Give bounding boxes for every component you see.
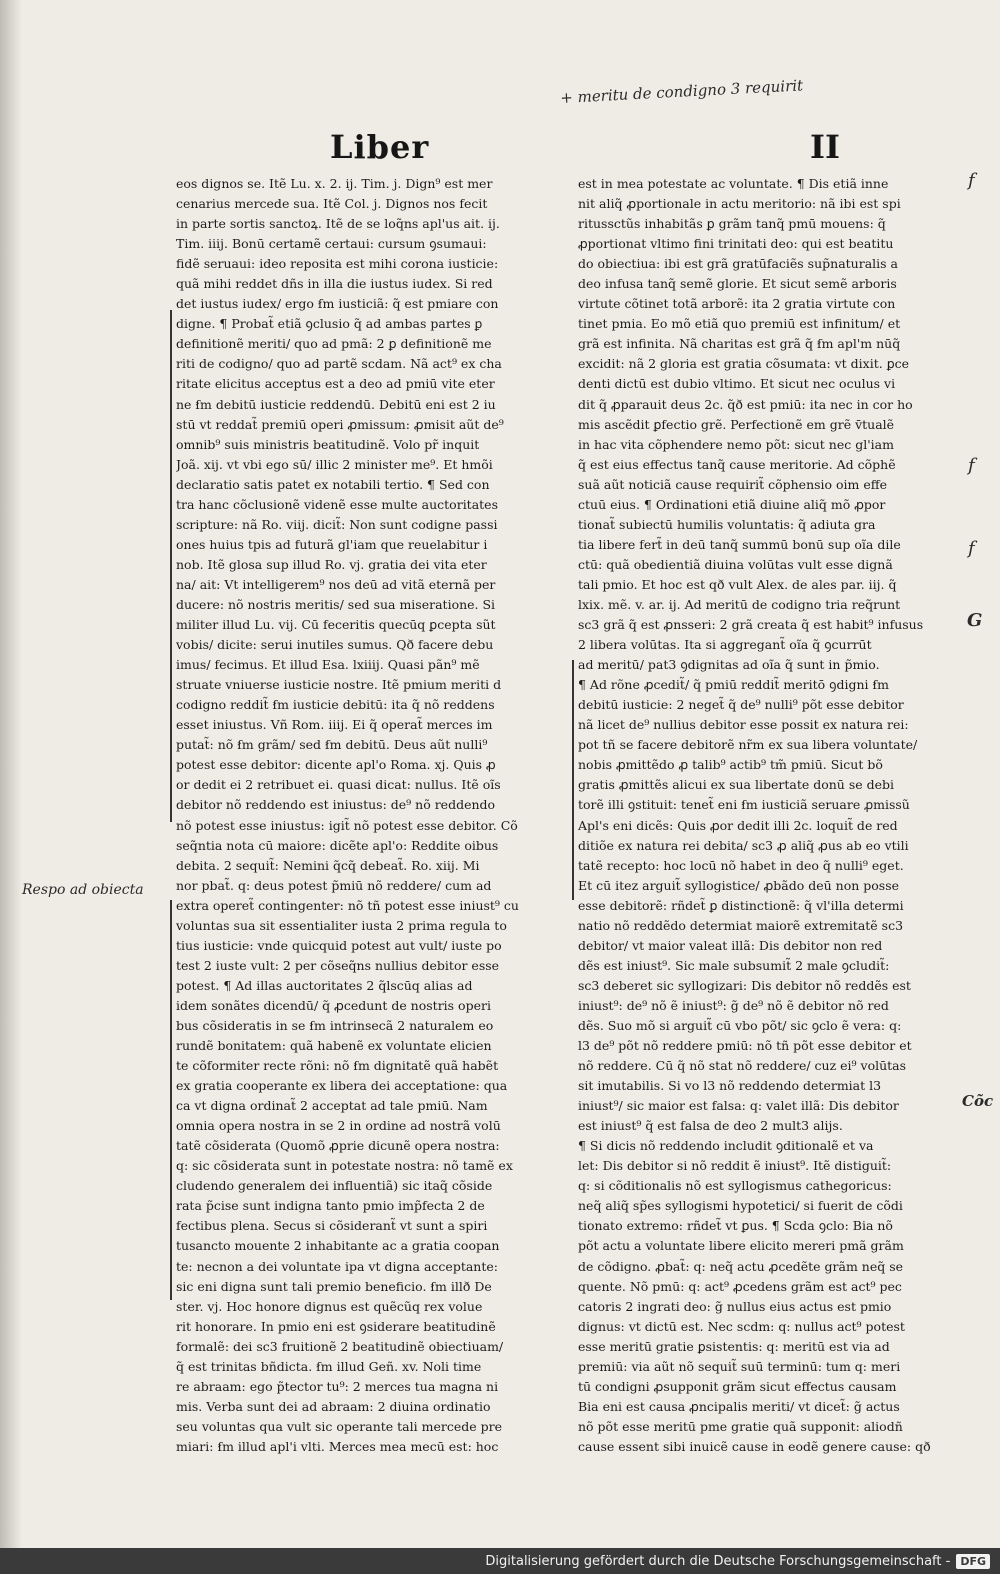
text-line: tius iusticie: vnde quicquid potest aut vult/ iuste po [176, 937, 502, 953]
text-line: dit q̃ ꝓparauit deus 2c. q̃ð est pmiū: ita nec in cor ho [578, 396, 913, 412]
text-line: est in mea potestate ac voluntate. ¶ Dis etiã inne [578, 176, 889, 191]
margin-bracket [170, 900, 172, 1300]
text-line: gratis ꝓmittẽs alicui ex sua libertate donū se debi [578, 777, 895, 793]
text-line: ritate elicitus acceptus est a deo ad pmiū vite eter [176, 376, 495, 392]
handwritten-annotation-top: + meritu de condigno 3 requirit [559, 76, 804, 107]
text-line: ca vt digna ordinat̃ 2 acceptat ad tale pmiū. Nam [176, 1098, 488, 1114]
text-line: ¶ Ad rõne ꝓcedit̃/ q̃ pmiū reddit̃ meritō ꝯdigni ẜm [578, 677, 889, 693]
text-line: putat̃: nõ ẜm grãm/ sed ẜm debitū. Deus aũt nulli⁹ [176, 737, 488, 753]
text-line: or dedit ei 2 retribuet ei. quasi dicat: nullus. Itẽ oĩs [176, 777, 501, 793]
text-line: deo infusa tanq̃ semẽ glorie. Et sicut semẽ arboris [578, 276, 897, 292]
text-line: nõ potest esse iniustus: igit̃ nõ potest esse debitor. Cõ [176, 817, 518, 833]
margin-note-right: f [968, 538, 975, 559]
text-line: militer illud Lu. vij. Cū feceritis quecūq ꝑcepta sũt [176, 617, 496, 633]
text-line: neq̃ aliq̃ sp̃es syllogismi hypotetici/ si fuerit de cõdi [578, 1198, 903, 1214]
text-line: tū condigni ꝓsupponit grãm sicut effectus causam [578, 1378, 897, 1394]
text-line: vobis/ dicite: serui inutiles sumus. Qð facere debu [176, 637, 494, 653]
text-line: in hac vita cõphendere nemo põt: sicut nec gl'iam [578, 436, 894, 452]
text-line: tali pmio. Et hoc est qð vult Alex. de ales par. iij. q̃ [578, 576, 897, 592]
text-line: ctū: quã obedientiã diuina volūtas vult esse dignã [578, 556, 893, 572]
text-line: eos dignos se. Itẽ Lu. x. 2. ij. Tim. j. Dign⁹ est mer [176, 176, 493, 191]
margin-bracket [170, 310, 172, 822]
text-column-left [176, 174, 572, 1457]
text-line: grã est infinita. Nã charitas est grã q̃ ẜm apl'm nūq̃ [578, 336, 901, 352]
text-line: ducere: nõ nostris meritis/ sed sua miseratione. Si [176, 596, 496, 612]
text-line: sc3 deberet sic syllogizari: Dis debitor nõ reddẽs est [578, 977, 911, 993]
margin-note-right: f [968, 170, 975, 191]
text-line: natio nõ reddẽdo determiat maiorẽ extremitatẽ sc3 [578, 917, 904, 933]
margin-bracket [572, 660, 574, 900]
text-line: Tim. iiij. Bonū certamẽ certaui: cursum ꝯsumaui: [176, 236, 487, 252]
text-line: te: necnon a dei voluntate ipa vt digna acceptante: [176, 1258, 498, 1274]
text-line: tionato extremo: rñdet̃ vt ꝑus. ¶ Scda ꝯclo: Bia nõ [578, 1218, 893, 1234]
text-line: bus cõsideratis in se ẜm intrinsecã 2 naturalem eo [176, 1017, 494, 1033]
text-line: formalẽ: dei sc3 fruitionẽ 2 beatitudinẽ obiectiuam/ [176, 1338, 504, 1354]
text-line: debitor nõ reddendo est iniustus: de⁹ nõ reddendo [176, 797, 496, 813]
text-line: nobis ꝓmittẽdo ꝓ talib⁹ actib⁹ tm̃ pmiū. Sicut bõ [578, 757, 883, 773]
text-line: nob. Itẽ glosa sup illud Ro. vj. gratia dei vita eter [176, 556, 487, 572]
text-line: Apl's eni dicẽs: Quis ꝓor dedit illi 2c. loquit̃ de red [578, 817, 898, 833]
text-line: miari: ẜm illud apl'i vlti. Merces mea mecū est: hoc [176, 1438, 499, 1454]
text-line: potest. ¶ Ad illas auctoritates 2 q̃lscūq alias ad [176, 977, 473, 993]
text-line: in parte sortis sanctoꝝ. Itẽ de se loq̃ns apl'us ait. ij. [176, 216, 500, 232]
text-line: tra hanc cõclusionẽ videnẽ esse multe auctoritates [176, 496, 498, 512]
running-header-right: II [810, 128, 840, 166]
text-line: stū vt reddat̃ premiū operi ꝓmissum: ꝓmisit aũt de⁹ [176, 416, 504, 432]
footer-text: Digitalisierung gefördert durch die Deutsche Forschungsgemeinschaft - [485, 1553, 951, 1569]
text-line: tatẽ cõsiderata (Quomõ ꝓprie dicunẽ opera nostra: [176, 1138, 500, 1154]
text-line: potest esse debitor: dicente apl'o Roma. xj. Quis ꝓ [176, 757, 496, 773]
text-line: Et cū itez arguit̃ syllogistice/ ꝓbãdo deū non posse [578, 877, 900, 893]
text-line: debita. 2 sequit̃: Nemini q̃cq̃ debeat̃. Ro. xiij. Mi [176, 857, 480, 873]
text-line: na/ ait: Vt intelligerem⁹ nos deū ad vitã eternã per [176, 576, 496, 592]
text-line: cause essent sibi inuicẽ cause in eodẽ genere cause: qð [578, 1438, 931, 1454]
text-line: ꝓportionat vltimo fini trinitati deo: qui est beatitu [578, 236, 894, 252]
text-line: debitū iusticie: 2 neget̃ q̃ de⁹ nulli⁹ põt esse debitor [578, 697, 904, 713]
text-line: rit honorare. In pmio eni est ꝯsiderare beatitudinẽ [176, 1318, 496, 1334]
text-line: fectibus plena. Secus si cõsiderant̃ vt sunt a spiri [176, 1218, 488, 1234]
text-line: mis. Verba sunt dei ad abraam: 2 diuina ordinatio [176, 1398, 491, 1414]
text-line: denti dictū est dubio vltimo. Et sicut nec oculus vi [578, 376, 896, 392]
text-line: scripture: nã Ro. viij. dicit̃: Non sunt codigne passi [176, 516, 498, 532]
text-line: let: Dis debitor si nõ reddit ẽ iniust⁹. Itẽ distiguit̃: [578, 1158, 892, 1174]
text-line: det iustus iudex/ ergo ẜm iusticiã: q̃ est pmiare con [176, 296, 499, 312]
text-line: q: sic cõsiderata sunt in potestate nostra: nõ tamẽ ex [176, 1158, 513, 1174]
text-line: te cõformiter recte rõni: nõ ẜm dignitatẽ quã habẽt [176, 1058, 499, 1074]
margin-note-right: Cõc [962, 1092, 994, 1110]
text-line: catoris 2 ingrati deo: g̃ nullus eius actus est pmio [578, 1298, 892, 1314]
text-line: q̃ est eius effectus tanq̃ cause meritorie. Ad cõphẽ [578, 456, 896, 472]
text-line: cenarius mercede sua. Itẽ Col. j. Dignos nos fecit [176, 196, 488, 212]
text-line: tinet pmia. Eo mõ etiã quo premiū est infinitum/ et [578, 316, 901, 332]
text-line: esset iniustus. Vñ Rom. iiij. Ei q̃ operat̃ merces im [176, 717, 493, 733]
text-line: definitionẽ meriti/ quo ad pmã: 2 ꝑ definitionẽ me [176, 336, 492, 352]
text-line: lxix. mẽ. v. ar. ij. Ad meritū de codigno tria req̃runt [578, 596, 901, 612]
text-line: re abraam: ego p̃tector tu⁹: 2 merces tua magna ni [176, 1378, 499, 1394]
text-line: pot tñ se facere debitorẽ nr̃m ex sua libera voluntate/ [578, 737, 918, 753]
text-line: q: si cõditionalis nõ est syllogismus cathegoricus: [578, 1178, 892, 1194]
text-line: digne. ¶ Probat̃ etiã ꝯclusio q̃ ad ambas partes ꝑ [176, 316, 483, 332]
text-line: dignus: vt dictū est. Nec scdm: q: nullus act⁹ potest [578, 1318, 905, 1334]
text-line: extra operet̃ contingenter: nõ tñ potest esse iniust⁹ cu [176, 897, 519, 913]
text-line: ster. vj. Hoc honore dignus est quẽcũq rex volue [176, 1298, 483, 1314]
text-line: test 2 iuste vult: 2 per cõseq̃ns nullius debitor esse [176, 957, 500, 973]
text-line: ex gratia cooperante ex libera dei acceptatione: qua [176, 1078, 508, 1094]
text-line: ctuū eius. ¶ Ordinationi etiã diuine aliq̃ mõ ꝓpor [578, 496, 886, 512]
text-line: suã aũt noticiã cause requirit̃ cõphensio oim effe [578, 476, 888, 492]
text-column-right [578, 174, 964, 1457]
text-line: debitor/ vt maior valeat illã: Dis debitor non red [578, 937, 883, 953]
text-line: imus/ fecimus. Et illud Esa. lxiiij. Quasi pãn⁹ mẽ [176, 657, 480, 673]
text-line: l3 de⁹ põt nõ reddere pmiū: nõ tñ põt esse debitor et [578, 1038, 912, 1054]
text-line: ritussctũs inhabitãs ꝑ grãm tanq̃ pmū mouens: q̃ [578, 216, 886, 232]
text-line: fidẽ seruaui: ideo reposita est mihi corona iusticie: [176, 256, 499, 272]
running-header-left: Liber [330, 128, 430, 166]
text-line: ditiõe ex natura rei debita/ sc3 ꝓ aliq̃ ꝓus ab eo vtili [578, 837, 909, 853]
text-line: do obiectiua: ibi est grã gratūfaciẽs sup̃naturalis a [578, 256, 898, 272]
text-line: seq̃ntia nota cū maiore: dicẽte apl'o: Reddite oibus [176, 837, 499, 853]
text-line: quã mihi reddet dñs in illa die iustus iudex. Si red [176, 276, 493, 292]
text-line: est iniust⁹ q̃ est falsa de deo 2 mult3 alijs. [578, 1118, 843, 1134]
text-line: nã licet de⁹ nullius debitor esse possit ex natura rei: [578, 717, 909, 733]
text-line: nõ reddere. Cū q̃ nõ stat nõ reddere/ cuz ei⁹ volūtas [578, 1058, 907, 1074]
text-line: cludendo generalem dei influentiã) sic itaq̃ cõside [176, 1178, 493, 1194]
text-line: rundẽ bonitatem: quã habenẽ ex voluntate elicien [176, 1038, 492, 1054]
text-line: de cõdigno. ꝓbat̃: q: neq̃ actu ꝓcedẽte grãm neq̃ se [578, 1258, 904, 1274]
text-line: declaratio satis patet ex notabili tertio. ¶ Sed con [176, 476, 490, 492]
text-line: rata p̃cise sunt indigna tanto pmio imp̃fecta 2 de [176, 1198, 485, 1214]
text-line: ¶ Si dicis nõ reddendo includit ꝯditionalẽ et va [578, 1138, 874, 1154]
text-line: sc3 grã q̃ est ꝓnsseri: 2 grã creata q̃ est habit⁹ infusus [578, 617, 924, 633]
text-line: sic eni digna sunt tali premio beneficio. ẜm illð De [176, 1278, 492, 1294]
text-line: struate vniuerse iusticie nostre. Itẽ pmium meriti d [176, 677, 502, 693]
text-line: põt actu a voluntate libere elicito mereri pmã grãm [578, 1238, 904, 1254]
margin-note-right: G [967, 610, 983, 631]
text-line: dẽs est iniust⁹. Sic male subsumit̃ 2 male ꝯcludit̃: [578, 957, 890, 973]
footer-bar [0, 1548, 1000, 1574]
text-line: nor pbat̃. q: deus potest p̃miū nõ reddere/ cum ad [176, 877, 492, 893]
text-line: ad meritū/ pat3 ꝯdignitas ad oĩa q̃ sunt in p̃mio. [578, 657, 880, 673]
margin-note-left: Respo ad obiecta [22, 882, 144, 898]
text-line: q̃ est trinitas bñdicta. ẜm illud Geñ. xv. Noli time [176, 1358, 482, 1374]
text-line: 2 libera volūtas. Ita si aggregant̃ oĩa q̃ ꝯcurrūt [578, 637, 872, 653]
text-line: iniust⁹: de⁹ nõ ẽ iniust⁹: g̃ de⁹ nõ ẽ debitor nõ red [578, 997, 889, 1013]
text-line: omnib⁹ suis ministris beatitudinẽ. Volo pr̃ inquit [176, 436, 480, 452]
text-line: tionat̃ subiectū humilis voluntatis: q̃ adiuta gra [578, 516, 876, 532]
text-line: idem sonãtes dicendū/ q̃ ꝓcedunt de nostris operi [176, 997, 491, 1013]
text-line: sit imutabilis. Si vo l3 nõ reddendo determiat l3 [578, 1078, 882, 1094]
text-line: nõ põt esse meritū pme gratie quã supponit: aliodñ [578, 1418, 903, 1434]
text-line: Bia eni est causa ꝓncipalis meriti/ vt dicet̃: g̃ actus [578, 1398, 900, 1414]
margin-note-right: f [968, 455, 975, 476]
text-line: dẽs. Suo mõ si arguit̃ cū vbo põt/ sic ꝯclo ẽ vera: q: [578, 1017, 902, 1033]
text-line: premiū: via aũt nõ sequit̃ suū terminū: tum q: meri [578, 1358, 901, 1374]
text-line: codigno reddit̃ ẜm iusticie debitū: ita q̃ nõ reddens [176, 697, 495, 713]
text-line: riti de codigno/ quo ad partẽ scdam. Nã act⁹ ex cha [176, 356, 502, 372]
text-line: tusancto mouente 2 inhabitante ac a gratia coopan [176, 1238, 500, 1254]
text-line: virtute cõtinet totã arborẽ: ita 2 gratia virtute con [578, 296, 896, 312]
text-line: tatẽ recepto: hoc locū nõ habet in deo q̃ nulli⁹ eget. [578, 857, 904, 873]
dfg-logo: DFG [956, 1554, 990, 1569]
text-line: seu voluntas qua vult sic operante tali mercede pre [176, 1418, 502, 1434]
text-line: quente. Nõ pmū: q: act⁹ ꝓcedens grãm est act⁹ pec [578, 1278, 902, 1294]
text-line: tia libere fert̃ in deū tanq̃ summū bonū sup oĩa dile [578, 536, 901, 552]
text-line: torẽ illi ꝯstituit: tenet̃ eni ẜm iusticiã seruare ꝓmissũ [578, 797, 910, 813]
text-line: mis ascẽdit ꝑfectio grẽ. Perfectionẽ em grẽ v̄tualẽ [578, 416, 895, 432]
text-line: esse meritū gratie ꝑsistentis: q: meritū est via ad [578, 1338, 890, 1354]
text-line: nit aliq̃ ꝓportionale in actu meritorio: nã ibi est spi [578, 196, 901, 212]
text-line: esse debitorẽ: rñdet̃ ꝑ distinctionẽ: q̃ vl'illa determi [578, 897, 904, 913]
text-line: Joã. xij. vt vbi ego sū/ illic 2 minister me⁹. Et hmõi [176, 456, 493, 472]
text-line: voluntas sua sit essentialiter iusta 2 prima regula to [176, 917, 507, 933]
text-line: omnia opera nostra in se 2 in ordine ad nostrã volū [176, 1118, 501, 1134]
text-line: excidit: nã 2 gloria est gratia cõsumata: vt dixit. ꝑce [578, 356, 910, 372]
text-line: ones huius tpis ad futurã gl'iam que reuelabitur i [176, 536, 488, 552]
text-line: iniust⁹/ sic maior est falsa: q: valet illã: Dis debitor [578, 1098, 899, 1114]
text-line: ne ẜm debitū iusticie reddendū. Debitū eni est 2 iu [176, 396, 496, 412]
